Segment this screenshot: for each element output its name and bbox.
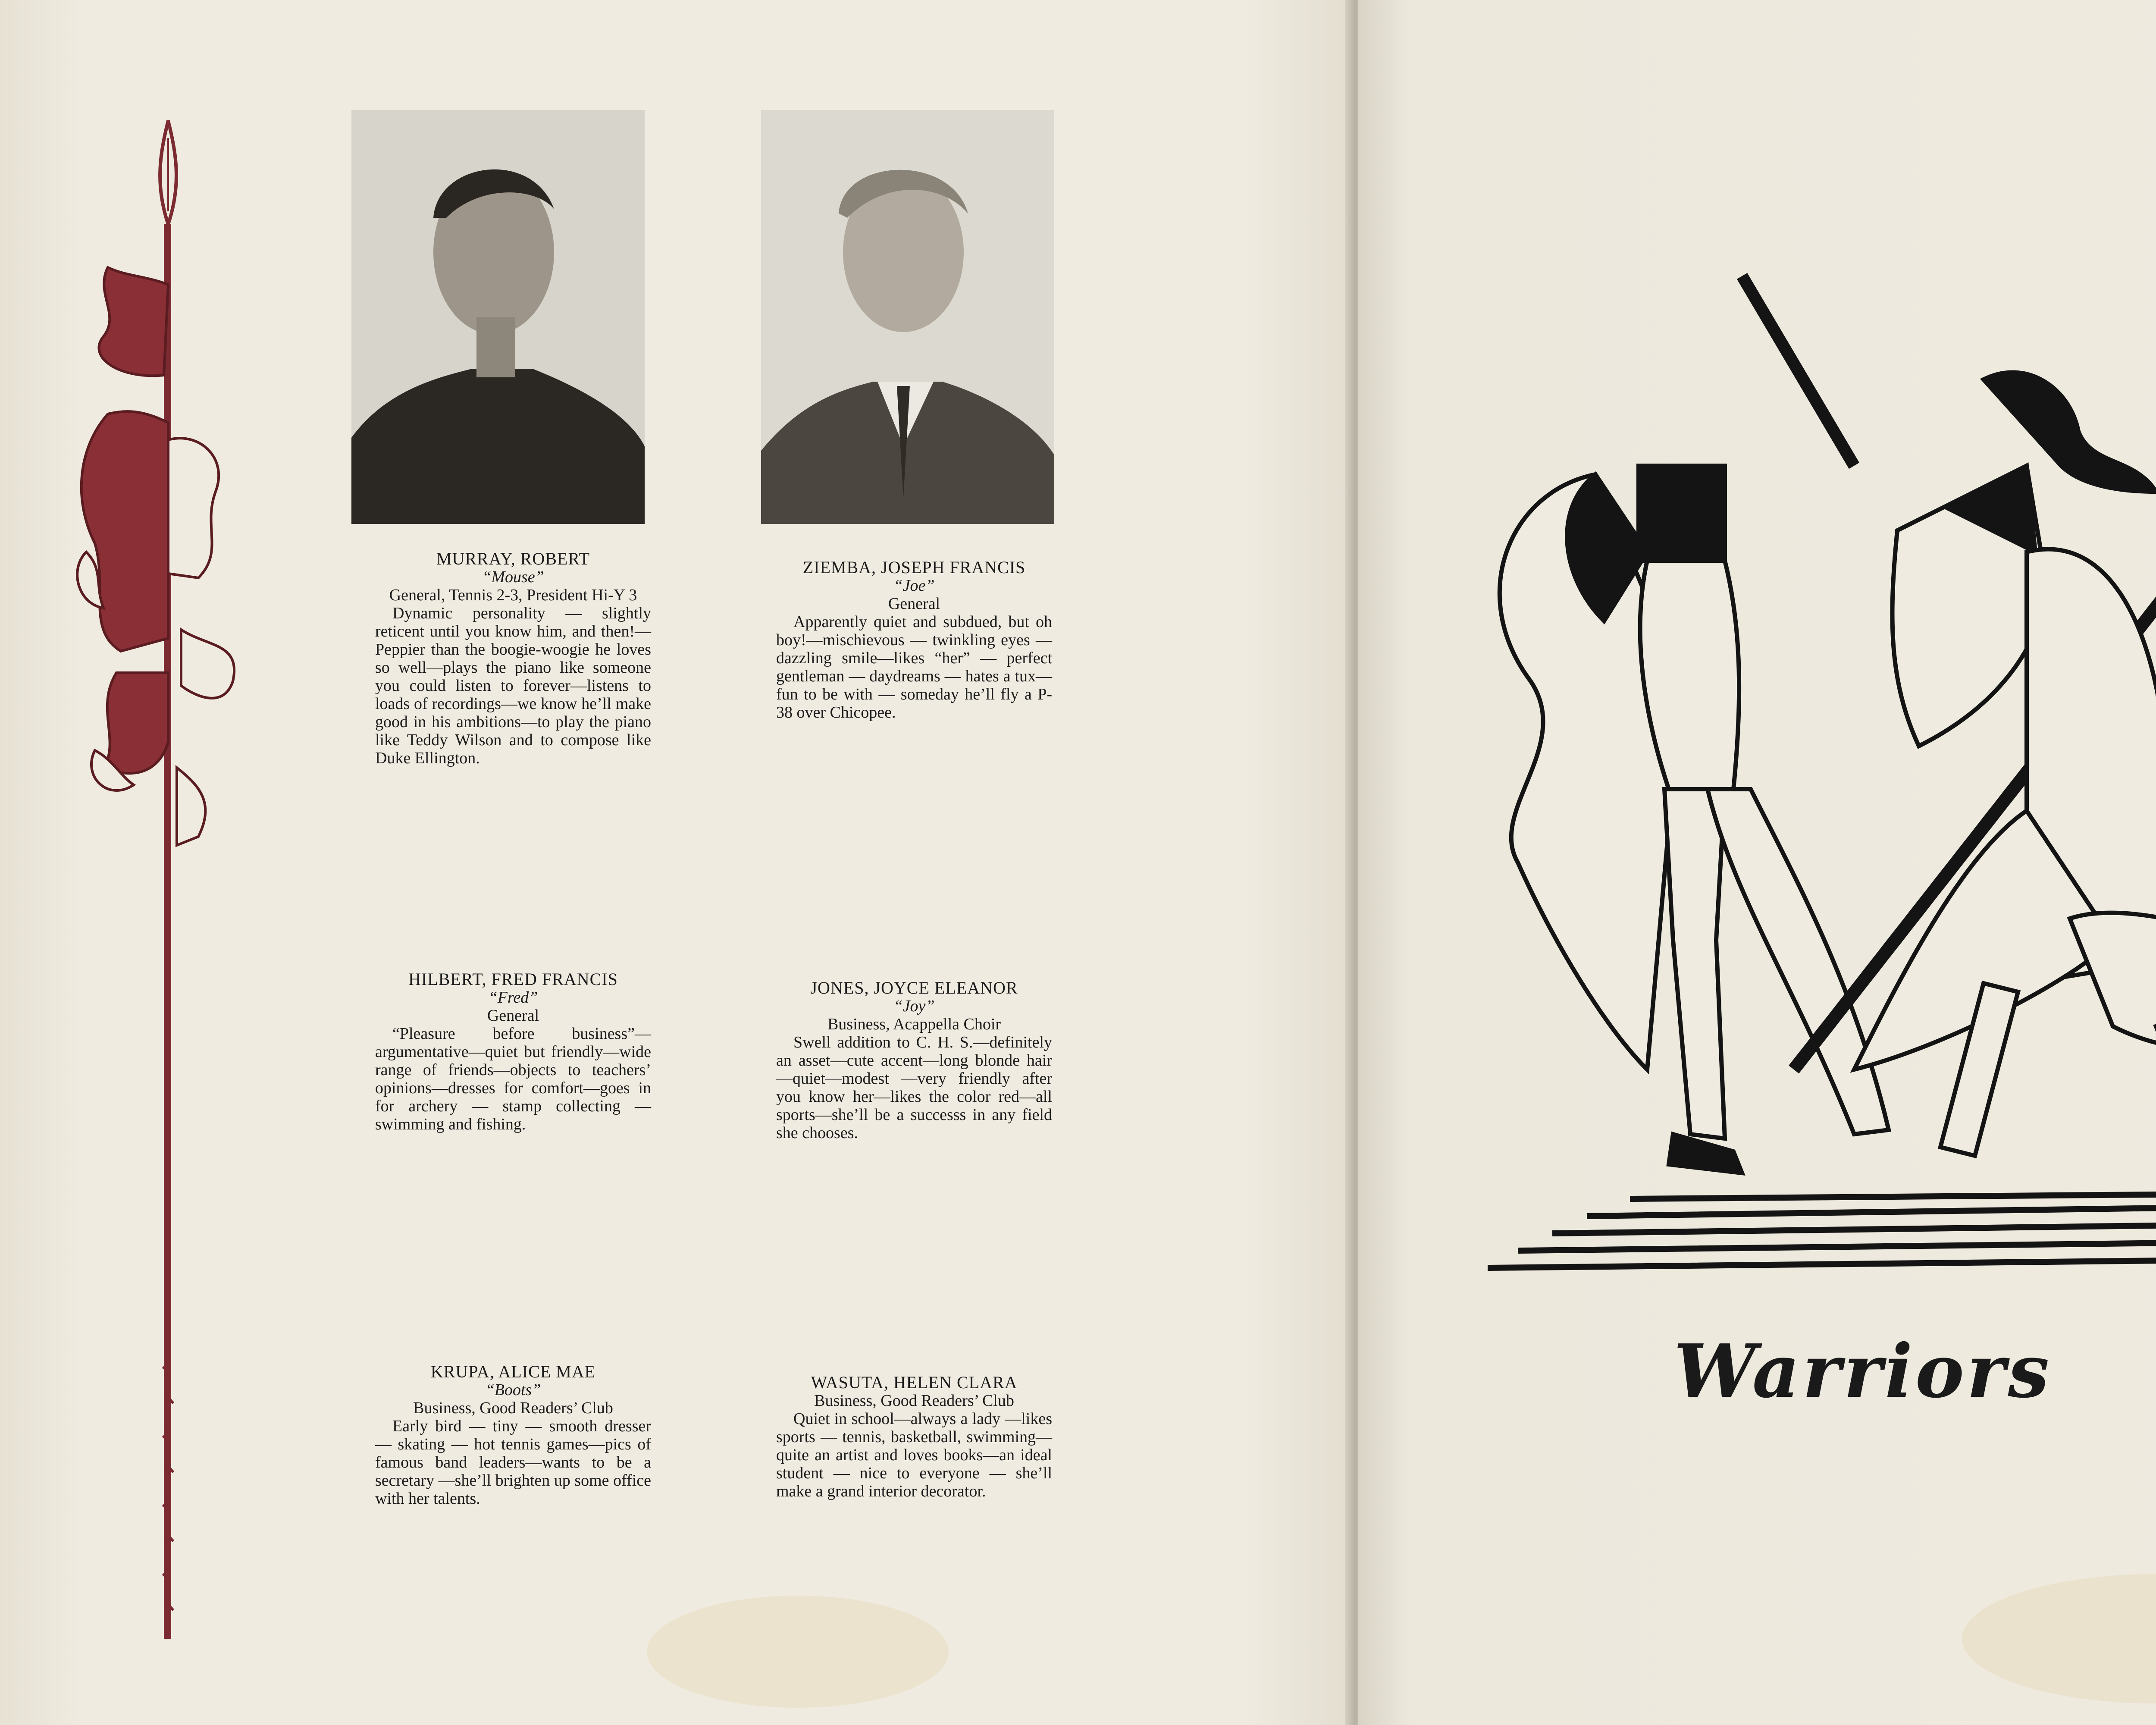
- warriors-title: Warriors: [1673, 1328, 2052, 1414]
- student-bio: “Pleasure before business”—argumentative—quiet but friendly—wide range of friends—objects to teachers’ opinions—dresses for comfort—goes in for archery — stamp collecting — swimming and fishing.: [375, 1025, 651, 1133]
- page-stain: [647, 1596, 949, 1708]
- spear-banner-left: [69, 112, 250, 1647]
- student-name: ZIEMBA, JOSEPH FRANCIS: [802, 558, 1026, 577]
- student-activities: General: [487, 1007, 539, 1025]
- student-bio: Early bird — tiny — smooth dresser — skating — hot tennis games—pics of famous band leaders—wants to be a secretary —she’ll brighten up some office with her talents.: [375, 1417, 651, 1508]
- student-name: JONES, JOYCE ELEANOR: [810, 978, 1018, 997]
- student-entry-hilbert: [375, 970, 651, 1133]
- student-nickname: “Fred”: [488, 988, 538, 1007]
- portrait-photo-murray: [351, 110, 645, 524]
- student-entry-ziemba: [776, 558, 1052, 721]
- student-activities: Business, Good Readers’ Club: [413, 1399, 613, 1417]
- student-activities: Business, Acappella Choir: [827, 1015, 1001, 1033]
- student-entry-murray: [375, 550, 651, 767]
- student-bio: Apparently quiet and subdued, but oh boy!—mischievous — twinkling eyes — dazzling smile—likes “her” — perfect gentleman — daydreams — hates a tux—fun to be with — someday he’ll fly a P-38 over Chicopee.: [776, 613, 1052, 721]
- student-nickname: “Joe”: [893, 577, 935, 595]
- student-activities: General, Tennis 2-3, President Hi-Y 3: [389, 586, 637, 604]
- student-nickname: “Boots”: [485, 1381, 541, 1399]
- student-name: KRUPA, ALICE MAE: [430, 1362, 596, 1381]
- student-name: WASUTA, HELEN CLARA: [811, 1373, 1018, 1392]
- student-entry-wasuta: [776, 1374, 1052, 1500]
- student-entry-jones: [776, 979, 1052, 1142]
- dueling-knights-illustration: [1466, 250, 2156, 1294]
- student-bio: Dynamic personality — slightly reticent until you know him, and then!—Peppier than the boogie-woogie he loves so well—plays the piano like someone you could listen to forever—listens to loads of recordings—we know he’ll make good in his ambitions—to play the piano like Teddy Wilson and to compose like Duke Ellington.: [375, 604, 651, 767]
- student-name: MURRAY, ROBERT: [436, 549, 590, 568]
- student-entry-krupa: [375, 1363, 651, 1508]
- student-activities: Business, Good Readers’ Club: [814, 1392, 1014, 1410]
- student-bio: Swell addition to C. H. S.—definitely an asset—cute accent—long blonde hair—quiet—modest —very friendly after you know her—likes the color red—all sports—she’ll be a successs in any field she chooses.: [776, 1033, 1052, 1142]
- student-nickname: “Joy”: [893, 997, 935, 1015]
- student-name: HILBERT, FRED FRANCIS: [408, 969, 618, 989]
- page-stain: [1962, 1574, 2156, 1703]
- student-bio: Quiet in school—always a lady —likes sports — tennis, basketball, swimming—quite an artist and loves books—an ideal student — nice to everyone — she’ll make a grand interior decorator.: [776, 1410, 1052, 1500]
- portrait-photo-ziemba: [761, 110, 1054, 524]
- student-nickname: “Mouse”: [482, 568, 544, 586]
- student-activities: General: [888, 595, 940, 613]
